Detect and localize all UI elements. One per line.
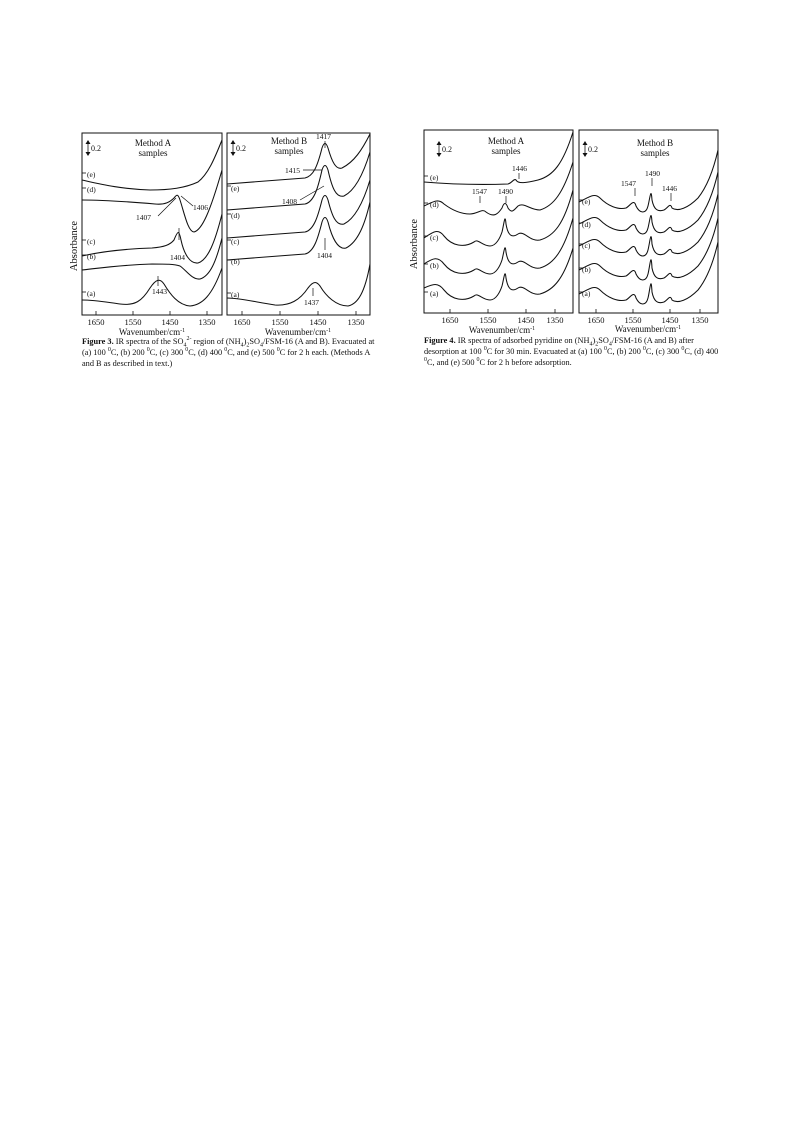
fig4a-trace-b (424, 218, 573, 274)
fig3a-xtick-1650: 1650 (87, 317, 105, 327)
fig4b-scale-bar (583, 141, 599, 157)
fig4a-trace-label-c: (c) (430, 233, 439, 242)
fig3a-trace-b (82, 238, 222, 279)
fig4a-title-2: samples (491, 146, 521, 156)
fig3a-scale-label: 0.2 (91, 144, 101, 153)
fig4a-xtick-1650: 1650 (441, 315, 459, 325)
fig4b-xtick-1350: 1350 (691, 315, 709, 325)
fig3b-trace-d (227, 152, 370, 210)
fig4a-xtick-1350: 1350 (546, 315, 564, 325)
fig4b-trace-label-c: (c) (582, 241, 591, 250)
fig4b-trace-label-a: (a) (582, 289, 591, 298)
fig4b-peak-1547: 1547 (621, 179, 636, 188)
fig3a-xtick-1350: 1350 (198, 317, 216, 327)
fig4b-peak-1490: 1490 (645, 169, 660, 178)
fig4a-xtick-1550: 1550 (479, 315, 497, 325)
figure-3 (60, 128, 380, 340)
fig4b-xtick-1550: 1550 (624, 315, 642, 325)
fig3b-title-1: Method B (270, 136, 308, 146)
fig3a-trace-c (82, 214, 222, 263)
fig4a-xtick-1450: 1450 (517, 315, 535, 325)
fig4b-title-2: samples (640, 148, 670, 158)
figure-4 (408, 128, 728, 336)
fig4b-trace-e (579, 150, 718, 212)
fig3b-peak-1404: 1404 (317, 251, 332, 260)
fig4b-title-1: Method B (636, 138, 674, 148)
fig4b-trace-label-e: (e) (582, 197, 591, 206)
fig4a-scale-label: 0.2 (442, 145, 452, 154)
fig4a-peak-1446: 1446 (512, 164, 527, 173)
figure-3-caption: Figure 3. IR spectra of the $SO_4^{2-}$ region of $(NH_4)_2SO_4/FSM-16$ (A and B). Evacuated at (a) 100 $^0$C, (b) 200 $^0$C, (c) 300 $^0$C, (d) 400 $^0$C, and (e) 500 $^0$C for 2 h each. (Methods A and B as described in text.) (82, 336, 375, 368)
fig4a-trace-a (424, 248, 573, 300)
fig4a-trace-c (424, 190, 573, 246)
fig3b-xtick-1350: 1350 (347, 317, 365, 327)
fig3b-peak-1408: 1408 (282, 197, 297, 206)
fig4a-x-axis-label: Wavenumber/$cm^{-1}$ (468, 325, 536, 335)
fig3b-trace-label-b: (b) (231, 257, 240, 266)
fig4a-peak-1490: 1490 (498, 187, 513, 196)
fig3b-trace-label-a: (a) (231, 290, 240, 299)
fig3b-trace-label-c: (c) (231, 237, 240, 246)
fig4-panel-b (579, 130, 718, 334)
fig3a-peak-1404: 1404 (170, 253, 185, 262)
fig3b-trace-b (227, 202, 370, 260)
fig3-panel-a (82, 133, 222, 337)
fig3b-xtick-1550: 1550 (271, 317, 289, 327)
fig3a-peak-1443: 1443 (152, 287, 167, 296)
fig3a-title-2: samples (138, 148, 168, 158)
fig3a-trace-label-c: (c) (87, 237, 96, 246)
fig3b-title-2: samples (274, 146, 304, 156)
fig3b-peak-1417: 1417 (316, 132, 331, 141)
fig3b-trace-label-e: (e) (231, 184, 240, 193)
fig4a-trace-label-b: (b) (430, 261, 439, 270)
fig3a-x-axis-label: Wavenumber/$cm^{-1}$ (118, 327, 186, 337)
fig4a-trace-label-d: (d) (430, 200, 439, 209)
fig4a-trace-label-e: (e) (430, 173, 439, 182)
fig3a-title-1: Method A (134, 138, 172, 148)
fig3-panel-b (227, 132, 370, 337)
fig3-y-axis-label: Absorbance (69, 220, 80, 272)
figure-4-caption: Figure 4. IR spectra of adsorbed pyridine on $(NH_4)_2SO_4/FSM-16$ (A and B) after desorption at 100 $^0$C for 30 min. Evacuated at (a) 100 $^0$C, (b) 200 $^0$C, (c) 300 $^0$C, (d) 400 $^0$C, and (e) 500 $^0$C for 2 h before adsorption. (424, 336, 719, 367)
fig3a-peak-1407: 1407 (136, 213, 151, 222)
fig3b-trace-c (227, 180, 370, 238)
fig4a-trace-label-a: (a) (430, 289, 439, 298)
fig4a-title-1: Method A (487, 136, 525, 146)
fig4a-peak-1547: 1547 (472, 187, 487, 196)
fig4b-trace-label-b: (b) (582, 265, 591, 274)
fig3a-xtick-1450: 1450 (161, 317, 179, 327)
fig3a-peak-1406: 1406 (193, 203, 208, 212)
fig3b-peak-1415: 1415 (285, 166, 300, 175)
fig3a-trace-label-b: (b) (87, 252, 96, 261)
fig4b-x-axis-label: Wavenumber/$cm^{-1}$ (614, 324, 682, 334)
fig3b-xtick-1450: 1450 (309, 317, 327, 327)
fig4b-scale-label: 0.2 (588, 145, 598, 154)
fig4b-trace-label-d: (d) (582, 220, 591, 229)
fig4-panel-a (424, 130, 573, 335)
fig3b-scale-bar (231, 140, 247, 156)
fig4-y-axis-label: Absorbance (409, 218, 420, 270)
fig4b-xtick-1650: 1650 (587, 315, 605, 325)
fig4a-scale-bar (437, 141, 453, 157)
fig4b-xtick-1450: 1450 (661, 315, 679, 325)
fig3b-x-axis-label: Wavenumber/$cm^{-1}$ (264, 327, 332, 337)
fig3a-trace-label-a: (a) (87, 289, 96, 298)
fig3b-peak-1437: 1437 (304, 298, 319, 307)
fig3a-trace-label-e: (e) (87, 170, 96, 179)
fig3a-xtick-1550: 1550 (124, 317, 142, 327)
fig3b-trace-a (227, 264, 370, 306)
fig3b-xtick-1650: 1650 (233, 317, 251, 327)
fig3b-scale-label: 0.2 (236, 144, 246, 153)
fig3a-trace-label-d: (d) (87, 185, 96, 194)
fig4b-peak-1446: 1446 (662, 184, 677, 193)
fig3b-trace-label-d: (d) (231, 211, 240, 220)
fig3a-scale-bar (86, 140, 102, 156)
